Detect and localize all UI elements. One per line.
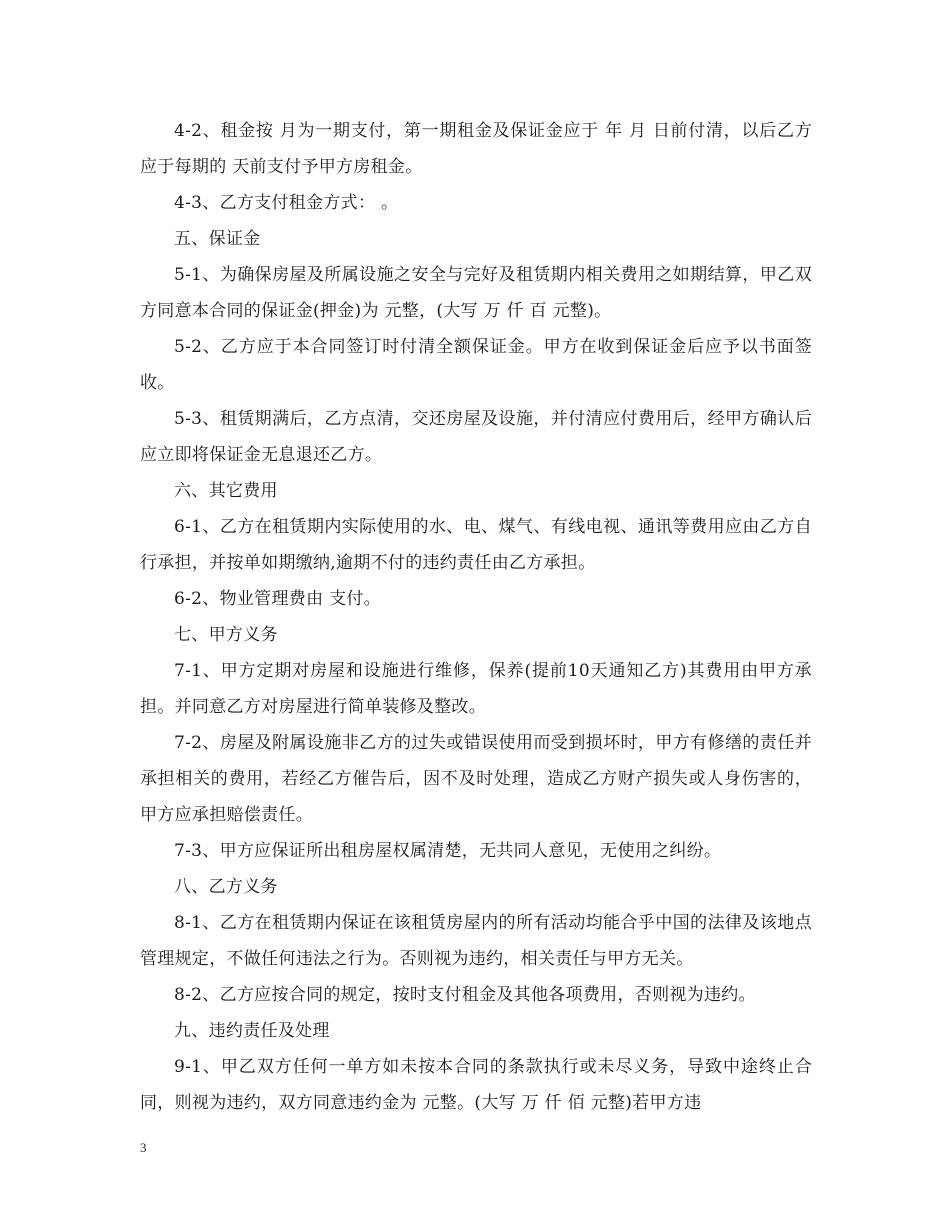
paragraph-6-1: 6-1、乙方在租赁期内实际使用的水、电、煤气、有线电视、通讯等费用应由乙方自行承担，并按单如期缴纳,逾期不付的违约责任由乙方承担。 — [140, 517, 812, 573]
paragraph-7-3: 7-3、甲方应保证所出租房屋权属清楚，无共同人意见，无使用之纠纷。 — [174, 841, 722, 861]
paragraph-5-2: 5-2、乙方应于本合同签订时付清全额保证金。甲方在收到保证金后应予以书面签收。 — [140, 337, 812, 393]
section-heading-5: 五、保证金 — [174, 229, 261, 249]
paragraph-7-1: 7-1、甲方定期对房屋和设施进行维修，保养(提前10天通知乙方)其费用由甲方承担。并同意乙方对房屋进行简单装修及整改。 — [140, 661, 812, 717]
section-heading-9: 九、违约责任及处理 — [174, 1021, 330, 1041]
paragraph-9-1: 9-1、甲乙双方任何一单方如未按本合同的条款执行或未尽义务，导致中途终止合同，则视为违约，双方同意违约金为 元整。(大写 万 仟 佰 元整)若甲方违 — [140, 1057, 812, 1113]
paragraph-8-2: 8-2、乙方应按合同的规定，按时支付租金及其他各项费用，否则视为违约。 — [174, 985, 756, 1005]
page-number: 3 — [140, 1140, 147, 1155]
paragraph-5-3: 5-3、租赁期满后，乙方点清，交还房屋及设施，并付清应付费用后，经甲方确认后应立即将保证金无息退还乙方。 — [140, 409, 812, 465]
paragraph-7-2: 7-2、房屋及附属设施非乙方的过失或错误使用而受到损坏时，甲方有修缮的责任并承担相关的费用，若经乙方催告后，因不及时处理，造成乙方财产损失或人身伤害的，甲方应承担赔偿责任。 — [140, 733, 812, 825]
section-heading-6: 六、其它费用 — [174, 481, 278, 501]
section-heading-7: 七、甲方义务 — [174, 625, 278, 645]
paragraph-4-2: 4-2、租金按 月为一期支付，第一期租金及保证金应于 年 月 日前付清，以后乙方应于每期的 天前支付予甲方房租金。 — [140, 121, 812, 177]
paragraph-8-1: 8-1、乙方在租赁期内保证在该租赁房屋内的所有活动均能合乎中国的法律及该地点管理规定，不做任何违法之行为。否则视为违约，相关责任与甲方无关。 — [140, 913, 812, 969]
paragraph-5-1: 5-1、为确保房屋及所属设施之安全与完好及租赁期内相关费用之如期结算，甲乙双方同意本合同的保证金(押金)为 元整，(大写 万 仟 百 元整)。 — [140, 265, 812, 321]
paragraph-6-2: 6-2、物业管理费由 支付。 — [174, 589, 381, 609]
paragraph-4-3: 4-3、乙方支付租金方式： 。 — [174, 193, 399, 213]
document-body — [140, 113, 812, 1121]
section-heading-8: 八、乙方义务 — [174, 877, 278, 897]
